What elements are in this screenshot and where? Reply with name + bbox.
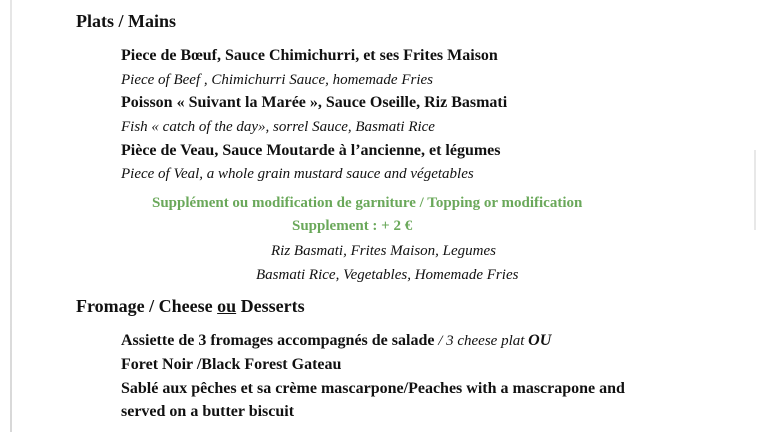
main-item-3-fr: Pièce de Veau, Sauce Moutarde à l’ancienne, et légumes (121, 142, 501, 159)
dessert-item-2: Foret Noir /Black Forest Gateau (121, 356, 342, 373)
dessert-item-1-fr: Assiette de 3 fromages accompagnés de salade (121, 332, 435, 349)
dessert-item-3-line2: served on a butter biscuit (121, 403, 295, 420)
desserts-heading-part1: Fromage / Cheese (76, 296, 218, 316)
dessert-item-1 (121, 332, 551, 350)
main-item-2-fr: Poisson « Suivant la Marée », Sauce Oseille, Riz Basmati (121, 94, 508, 111)
main-item-3-en: Piece of Veal, a whole grain mustard sauce and végetables (121, 166, 474, 182)
main-item-2-en: Fish « catch of the day», sorrel Sauce, Basmati Rice (121, 119, 435, 135)
supplement-options-fr: Riz Basmati, Frites Maison, Legumes (271, 243, 496, 259)
dessert-item-3-line1: Sablé aux pêches et sa crème mascarpone/Peaches with a mascrapone and (121, 380, 625, 397)
desserts-heading-part2: Desserts (236, 296, 305, 316)
desserts-heading-ou: ou (217, 296, 237, 316)
scan-edge-right (754, 150, 756, 230)
supplement-price: Supplement : + 2 € (292, 218, 413, 234)
dessert-item-1-ou: OU (528, 332, 552, 349)
supplement-options-en: Basmati Rice, Vegetables, Homemade Fries (256, 267, 519, 283)
dessert-item-1-en: / 3 cheese plat (434, 333, 529, 349)
scan-edge (10, 0, 12, 432)
mains-heading: Plats / Mains (76, 11, 177, 31)
supplement-title: Supplément ou modification de garniture / Topping or modification (152, 195, 583, 211)
main-item-1-en: Piece of Beef , Chimichurri Sauce, homemade Fries (121, 72, 433, 88)
main-item-1-fr: Piece de Bœuf, Sauce Chimichurri, et ses Frites Maison (121, 47, 498, 64)
desserts-heading (76, 296, 305, 317)
